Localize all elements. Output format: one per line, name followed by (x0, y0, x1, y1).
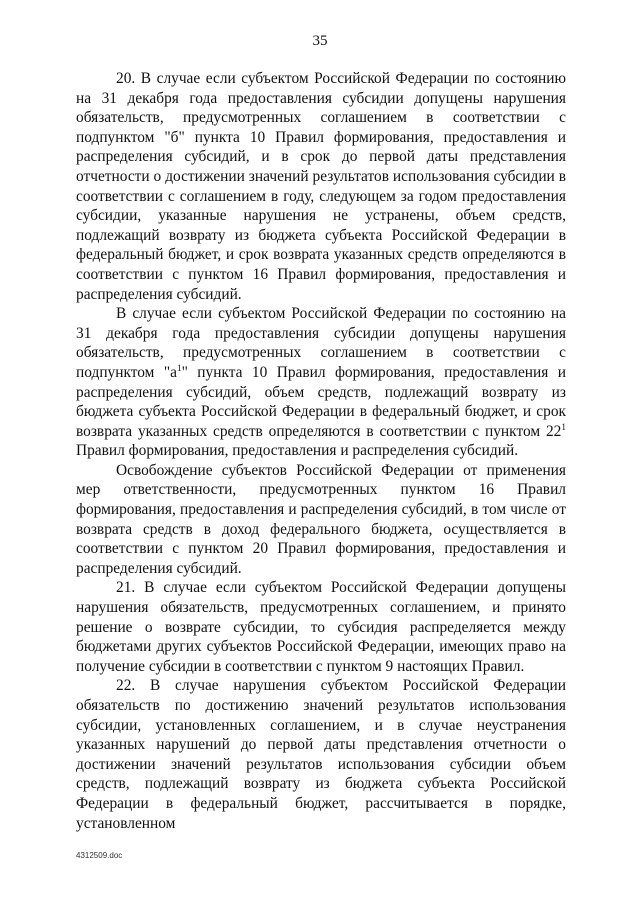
paragraph-text: В случае если субъектом Российской Федерации по состоянию на 31 декабря года предоставления субсидии допущены нарушения обязательств, предусмотренных соглашением в соответствии с подпунктом "а (76, 305, 566, 381)
paragraph-exemption: Освобождение субъектов Российской Федерации от применения мер ответственности, предусмотренных пунктом 16 Правил формирования, предоставления и распределения субсидий, в том числе от возврата средств в доход федерального бюджета, осуществляется в соответствии с пунктом 20 Правил формирования, предоставления и распределения субсидий. (76, 461, 566, 577)
superscript: 1 (561, 421, 566, 432)
document-body (76, 69, 566, 833)
paragraph-20-second (76, 304, 566, 461)
paragraph-21: 21. В случае если субъектом Российской Федерации допущены нарушения обязательств, предусмотренных соглашением, и принято решение о возврате субсидии, то субсидия распределяется между бюджетами других субъектов Российской Федерации, имеющих право на получение субсидии в соответствии с пунктом 9 настоящих Правил. (76, 579, 566, 675)
paragraph-text: " пункта 10 Правил формирования, предоставления и распределения субсидий, объем средств, подлежащий возврату из бюджета субъекта Российской Федерации в федеральный бюджет, и срок возврата указанных средств определяются в соответствии с пунктом 22 (76, 363, 566, 440)
paragraph-20: 20. В случае если субъектом Российской Федерации по состоянию на 31 декабря года предоставления субсидии допущены нарушения обязательств, предусмотренных соглашением в соответствии с подпунктом "б" пункта 10 Правил формирования, предоставления и распределения субсидий, и в срок до первой даты представления отчетности о достижении значений результатов использования субсидии в соответствии с соглашением в году, следующем за годом предоставления субсидии, указанные нарушения не устранены, объем средств, подлежащий возврату из бюджета субъекта Российской Федерации в федеральный бюджет, и срок возврата указанных средств определяются в соответствии с пунктом 16 Правил формирования, предоставления и распределения субсидий. (76, 70, 566, 303)
page-number: 35 (312, 33, 328, 49)
paragraph-text: Правил формирования, предоставления и распределения субсидий. (76, 442, 519, 460)
superscript: 1 (176, 362, 182, 373)
file-name-footer: 4312509.doc (76, 851, 123, 860)
paragraph-22: 22. В случае нарушения субъектом Российской Федерации обязательств по достижению значений результатов использования субсидии, установленных соглашением, и в случае неустранения указанных нарушений до первой даты представления отчетности о достижении значений результатов использования субсидии объем средств, подлежащий возврату из бюджета субъекта Российской Федерации в федеральный бюджет, рассчитывается в порядке, установленном (76, 677, 566, 832)
